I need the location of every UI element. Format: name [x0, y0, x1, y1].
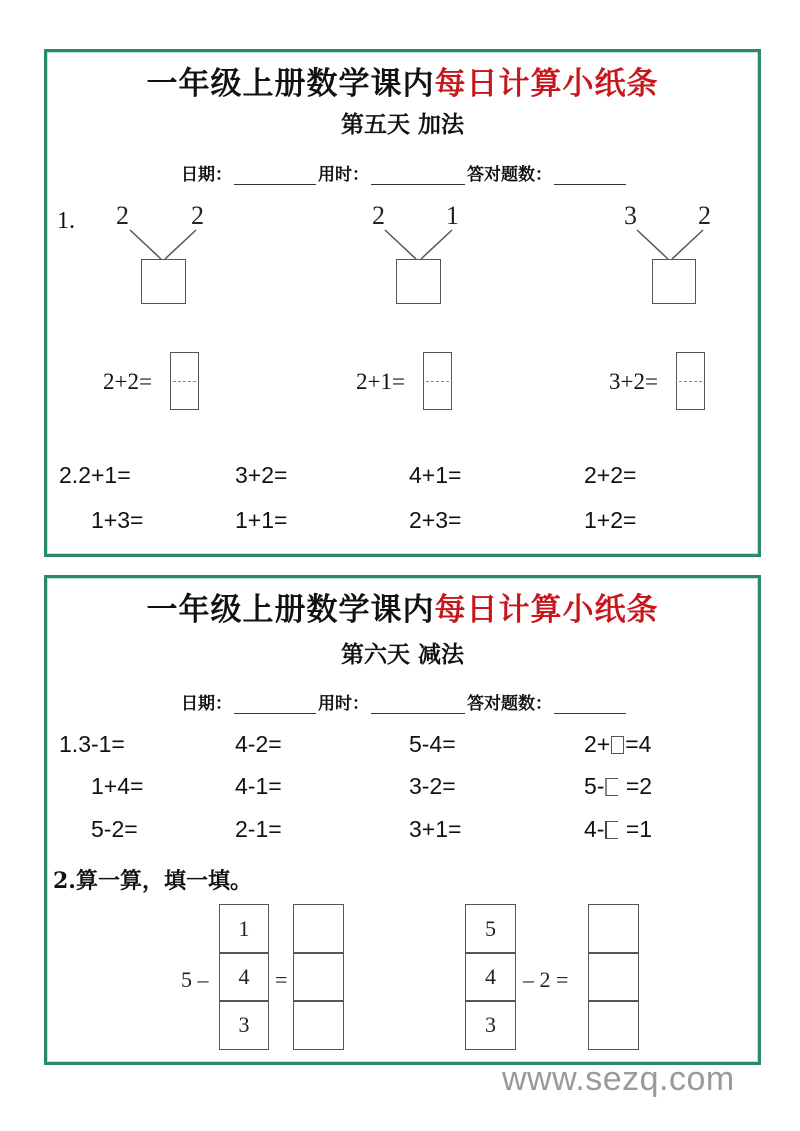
tree-3-equation-box[interactable] — [676, 352, 705, 410]
right-group-cell-2: 4 — [465, 952, 516, 1002]
fill-in-after: =4 — [625, 731, 652, 757]
left-group-equals: = — [275, 967, 288, 992]
right-group-answer-3[interactable] — [588, 1000, 639, 1050]
fill-in-after: =1 — [625, 816, 653, 842]
left-group-answer-1[interactable] — [293, 904, 344, 954]
equation: 5-2= — [91, 816, 138, 842]
q2-row-1 — [59, 462, 131, 489]
time-blank[interactable] — [371, 695, 465, 714]
equation: 3-2= — [409, 773, 456, 799]
title-black-part: 一年级上册数学课内 — [146, 592, 435, 628]
left-group-answer-3[interactable] — [293, 1000, 344, 1050]
time-label: 用时： — [318, 165, 369, 185]
date-label: 日期： — [181, 165, 232, 185]
equation: 4-2= — [235, 731, 282, 757]
left-group-prefix: 5 – — [181, 967, 209, 992]
tree-2-equation-box[interactable] — [423, 352, 452, 410]
tree-2-equation: 2+1= — [356, 369, 405, 394]
right-group-answer-2[interactable] — [588, 952, 639, 1002]
worksheet-title — [47, 584, 758, 629]
correct-count-blank[interactable] — [554, 695, 626, 714]
title-red-part: 每日计算小纸条 — [434, 66, 659, 102]
fill-in-equation — [584, 816, 652, 843]
tree-1-answer-box[interactable] — [141, 259, 186, 304]
worksheet-card-day5 — [44, 49, 761, 557]
right-group-cell-3: 3 — [465, 1000, 516, 1050]
tree-1-left-number: 2 — [116, 201, 129, 230]
equation: 2+3= — [409, 507, 462, 533]
equation: 3+2= — [235, 462, 288, 488]
tree-3-equation: 3+2= — [609, 369, 658, 394]
correct-count-label: 答对题数： — [467, 694, 552, 714]
tree-2-answer-box[interactable] — [396, 259, 441, 304]
time-label: 用时： — [318, 694, 369, 714]
fill-in-box[interactable] — [611, 736, 624, 754]
equation: 1+3= — [91, 507, 144, 533]
correct-count-label: 答对题数： — [467, 165, 552, 185]
question-1-label: 1. — [57, 208, 75, 234]
fill-in-before: 5- — [584, 773, 605, 799]
equation: 5-4= — [409, 731, 456, 757]
title-black-part: 一年级上册数学课内 — [146, 66, 435, 102]
tree-2-right-number: 1 — [446, 201, 459, 230]
watermark: www.sezq.com — [502, 1060, 735, 1098]
equation: 1+2= — [584, 507, 637, 533]
tree-2-left-number: 2 — [372, 201, 385, 230]
equation: 3+1= — [409, 816, 462, 842]
right-group-answer-1[interactable] — [588, 904, 639, 954]
tree-1-right-number: 2 — [191, 201, 204, 230]
worksheet-card-day6 — [44, 575, 761, 1065]
title-red-part: 每日计算小纸条 — [434, 592, 659, 628]
fill-in-box[interactable] — [605, 821, 618, 839]
question-1-label: 1. — [59, 731, 79, 757]
equation: 2-1= — [235, 816, 282, 842]
q1-row-1-first — [59, 731, 125, 758]
fill-in-after: =2 — [625, 773, 653, 799]
left-group-cell-2: 4 — [219, 952, 269, 1002]
left-group-answer-2[interactable] — [293, 952, 344, 1002]
left-group-cell-3: 3 — [219, 1000, 269, 1050]
equation: 3-1= — [78, 731, 125, 757]
day-subtitle: 第六天 减法 — [340, 641, 464, 668]
tree-3-answer-box[interactable] — [652, 259, 696, 304]
fill-in-before: 2+ — [584, 731, 611, 757]
equation: 2+2= — [584, 462, 637, 488]
tree-3-right-number: 2 — [698, 201, 711, 230]
fill-in-before: 4- — [584, 816, 605, 842]
equation: 1+4= — [91, 773, 144, 799]
fill-in-equation — [584, 773, 652, 800]
equation: 4+1= — [409, 462, 462, 488]
question-2-label: 2. — [59, 462, 79, 488]
equation: 4-1= — [235, 773, 282, 799]
right-group-cell-1: 5 — [465, 904, 516, 954]
right-group-suffix: – 2 = — [523, 967, 569, 992]
equation: 2+1= — [78, 462, 131, 488]
date-blank[interactable] — [234, 695, 316, 714]
day-subtitle: 第五天 加法 — [340, 111, 464, 138]
tree-3-left-number: 3 — [624, 201, 637, 230]
question-2-label: 2.算一算，填一填。 — [53, 868, 252, 894]
meta-row — [181, 689, 628, 714]
fill-in-equation — [584, 731, 651, 758]
fill-in-box[interactable] — [605, 778, 618, 796]
left-group-cell-1: 1 — [219, 904, 269, 954]
date-label: 日期： — [181, 694, 232, 714]
tree-1-equation-box[interactable] — [170, 352, 199, 410]
tree-1-equation: 2+2= — [103, 369, 152, 394]
equation: 1+1= — [235, 507, 288, 533]
